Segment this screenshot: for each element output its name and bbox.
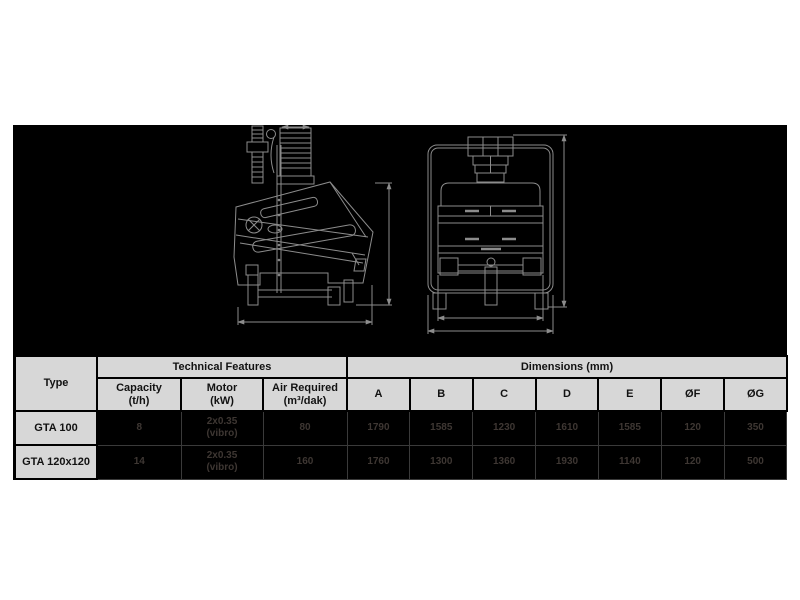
table-row [15,411,787,445]
row1-dim-f: 120 [661,411,724,445]
front-view-drawing [405,125,585,355]
header-dim-d: D [536,378,599,411]
row2-air: 160 [263,445,347,479]
row2-dim-b: 1300 [410,445,473,479]
header-motor-line1: Motor [206,381,238,394]
motor-block [468,137,513,182]
row1-type: GTA 100 [15,411,97,445]
header-air-line1: Air Required [272,381,339,394]
row2-motor-line1: 2x0.35 [206,450,238,461]
row1-motor-line2: (vibro) [206,428,238,440]
row1-dim-d: 1610 [536,411,599,445]
row1-dim-c: 1230 [473,411,536,445]
header-air-required [263,378,347,411]
header-type: Type [15,356,97,411]
side-view-drawing [160,125,410,360]
header-dim-b: B [410,378,473,411]
row1-air: 80 [263,411,347,445]
row2-type: GTA 120x120 [15,445,97,479]
header-capacity [97,378,181,411]
row2-dim-c: 1360 [473,445,536,479]
machine-body [234,182,373,285]
header-capacity-line1: Capacity [116,381,162,394]
spec-table [14,355,788,480]
table-row [15,445,787,479]
header-capacity-line2: (t/h) [128,394,150,407]
header-dim-a: A [347,378,410,411]
row2-motor-line2: (vibro) [206,462,238,473]
header-dim-c: C [473,378,536,411]
row2-dim-a: 1760 [347,445,410,479]
lower-mechanism [433,258,548,309]
row1-dim-a: 1790 [347,411,410,445]
row2-dim-e: 1140 [598,445,661,479]
row1-motor [181,411,263,445]
header-dim-e: E [598,378,661,411]
outlet-spout [354,259,366,271]
header-motor-line2: (kW) [210,394,234,407]
dim-height [356,183,392,305]
row2-dim-g: 500 [724,445,787,479]
support-legs [246,265,353,305]
inlet-rod [247,126,268,183]
header-dimensions: Dimensions (mm) [347,356,787,378]
row2-capacity: 14 [97,445,181,479]
header-technical-features: Technical Features [97,356,347,378]
row2-dim-d: 1930 [536,445,599,479]
row1-capacity: 8 [97,411,181,445]
row2-dim-f: 120 [661,445,724,479]
header-air-line2: (m³/dak) [283,394,327,407]
row1-dim-b: 1585 [410,411,473,445]
header-dim-g: ØG [724,378,787,411]
row2-motor [181,445,263,479]
spec-panel [13,125,787,480]
header-motor [181,378,263,411]
machine-front-body [438,183,543,273]
header-dim-f: ØF [661,378,724,411]
row1-dim-e: 1585 [598,411,661,445]
dim-height-front [513,135,567,307]
row1-dim-g: 350 [724,411,787,445]
row1-motor-line1: 2x0.35 [206,416,238,428]
